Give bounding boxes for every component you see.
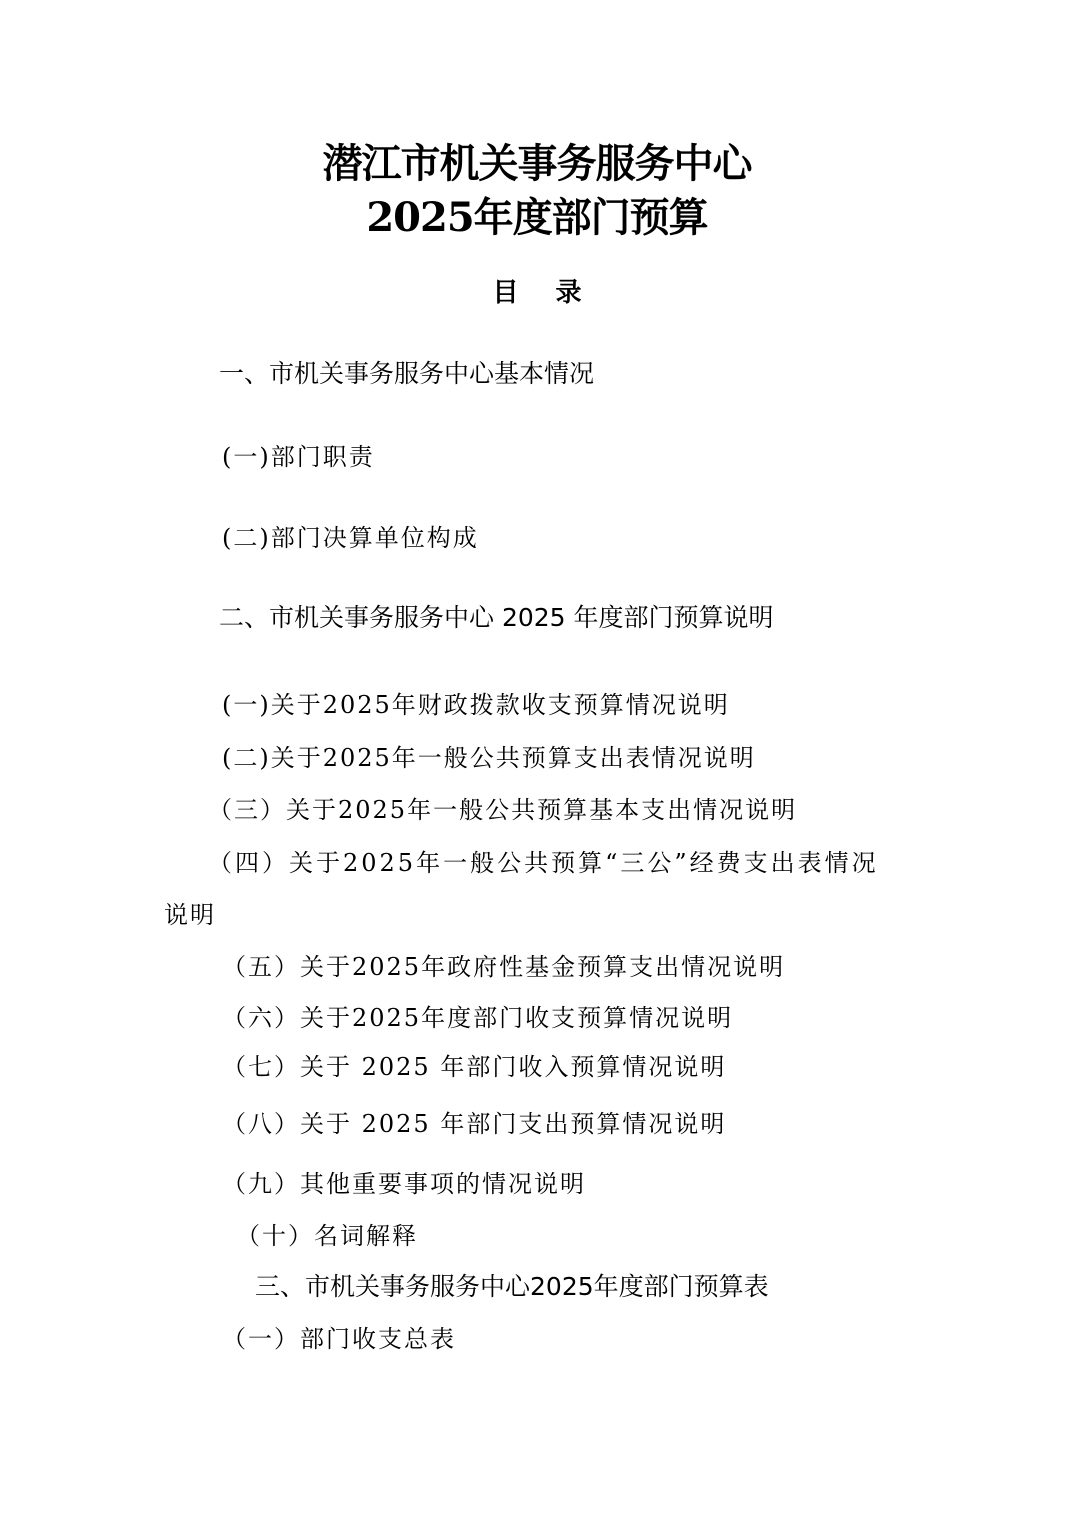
- toc-section-2[interactable]: 二、市机关事务服务中心 2025 年度部门预算说明: [219, 603, 774, 632]
- toc-heading: 目 录: [492, 278, 596, 308]
- toc-item[interactable]: （八）关于 2025 年部门支出预算情况说明: [222, 1110, 727, 1138]
- toc-item[interactable]: （五）关于2025年政府性基金预算支出情况说明: [222, 953, 786, 981]
- toc-item[interactable]: （三）关于2025年一般公共预算基本支出情况说明: [208, 796, 798, 824]
- document-title-line2: 2025年度部门预算: [366, 194, 708, 241]
- toc-item[interactable]: (一)关于2025年财政拨款收支预算情况说明: [222, 691, 730, 719]
- toc-item[interactable]: （四）关于2025年一般公共预算“三公”经费支出表情况: [208, 849, 879, 877]
- toc-section-1[interactable]: 一、市机关事务服务中心基本情况: [219, 359, 595, 388]
- toc-item[interactable]: （一）部门收支总表: [222, 1325, 456, 1353]
- toc-item[interactable]: （六）关于2025年度部门收支预算情况说明: [222, 1004, 734, 1032]
- toc-item[interactable]: （七）关于 2025 年部门收入预算情况说明: [222, 1053, 727, 1081]
- toc-item[interactable]: （十）名词解释: [236, 1222, 418, 1250]
- toc-item[interactable]: (二)部门决算单位构成: [222, 524, 479, 552]
- toc-item[interactable]: （九）其他重要事项的情况说明: [222, 1170, 586, 1198]
- toc-item-continuation[interactable]: 说明: [164, 901, 216, 929]
- toc-item[interactable]: (二)关于2025年一般公共预算支出表情况说明: [222, 744, 756, 772]
- toc-item[interactable]: (一)部门职责: [222, 443, 375, 471]
- document-title-line1: 潜江市机关事务服务中心: [322, 140, 752, 187]
- toc-section-3[interactable]: 三、市机关事务服务中心2025年度部门预算表: [255, 1272, 769, 1301]
